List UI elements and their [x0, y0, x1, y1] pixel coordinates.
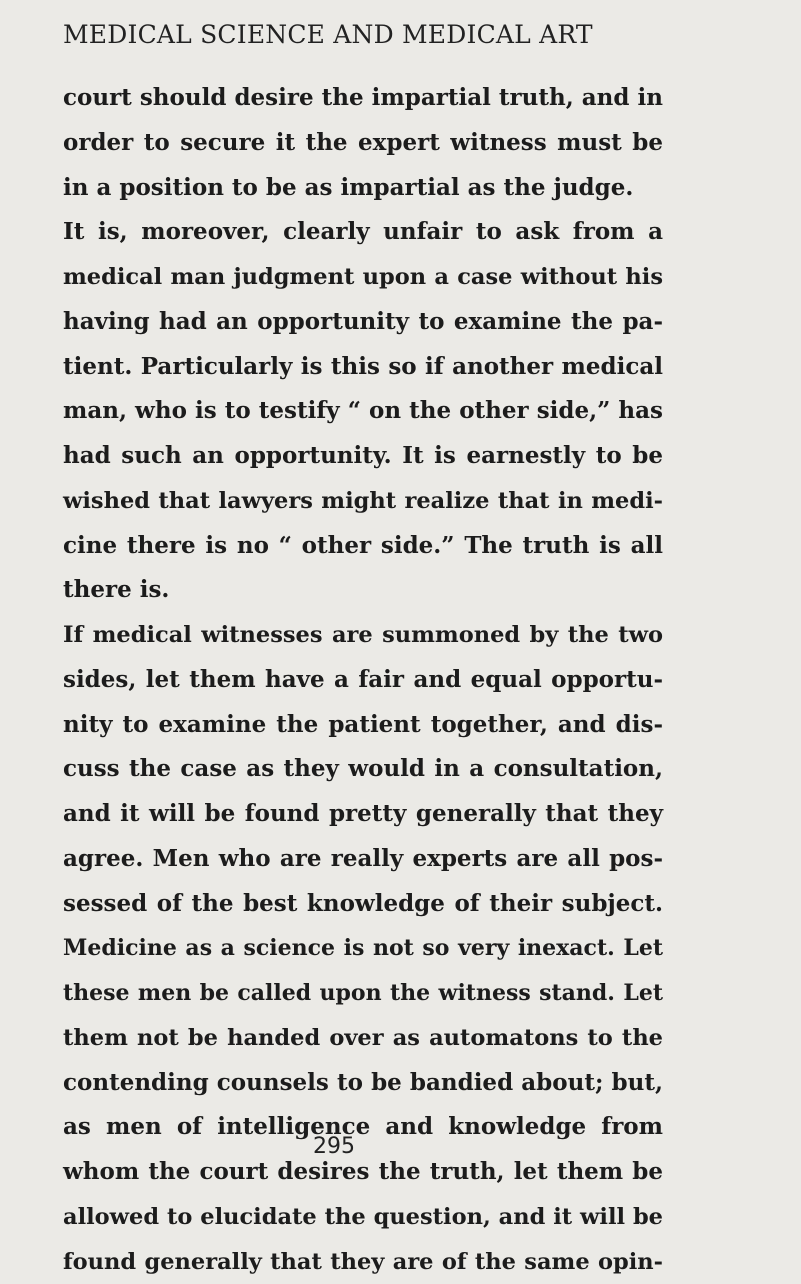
text-line: whom the court desires the truth, let them be — [63, 1150, 663, 1195]
text-line: contending counsels to be bandied about; but, — [63, 1061, 663, 1106]
text-line: court should desire the impartial truth, and in — [63, 76, 663, 121]
text-line: medical man judgment upon a case without his — [63, 255, 663, 300]
text-line: Medicine as a science is not so very inexact. Let — [63, 926, 663, 971]
text-line: wished that lawyers might realize that in medi- — [63, 479, 663, 524]
text-line: allowed to elucidate the question, and it will be — [63, 1195, 663, 1240]
running-head: MEDICAL SCIENCE AND MEDICAL ART — [63, 13, 623, 57]
text-line: man, who is to testify “ on the other side,” has — [63, 389, 663, 434]
text-line: and it will be found pretty generally that they — [63, 792, 663, 837]
text-line: these men be called upon the witness stand. Let — [63, 971, 663, 1016]
text-line: nity to examine the patient together, and dis- — [63, 703, 663, 748]
text-line: had such an opportunity. It is earnestly to be — [63, 434, 663, 479]
text-line: cine there is no “ other side.” The truth is all — [63, 524, 663, 569]
page-number: 295 — [313, 1132, 373, 1162]
text-line: as men of intelligence and knowledge from — [63, 1105, 663, 1150]
text-line: there is. — [63, 568, 663, 613]
page-body — [63, 76, 663, 1284]
text-line: sessed of the best knowledge of their subject. — [63, 882, 663, 927]
text-line: having had an opportunity to examine the pa- — [63, 300, 663, 345]
text-line: It is, moreover, clearly unfair to ask from a — [63, 210, 663, 255]
text-line: order to secure it the expert witness must be — [63, 121, 663, 166]
text-line: tient. Particularly is this so if another medical — [63, 345, 663, 390]
text-line: cuss the case as they would in a consultation, — [63, 747, 663, 792]
text-line: in a position to be as impartial as the judge. — [63, 166, 663, 211]
text-line: them not be handed over as automatons to the — [63, 1016, 663, 1061]
text-line: sides, let them have a fair and equal opportu- — [63, 658, 663, 703]
text-line: If medical witnesses are summoned by the two — [63, 613, 663, 658]
text-line: found generally that they are of the same opin- — [63, 1240, 663, 1284]
text-line: agree. Men who are really experts are all pos- — [63, 837, 663, 882]
